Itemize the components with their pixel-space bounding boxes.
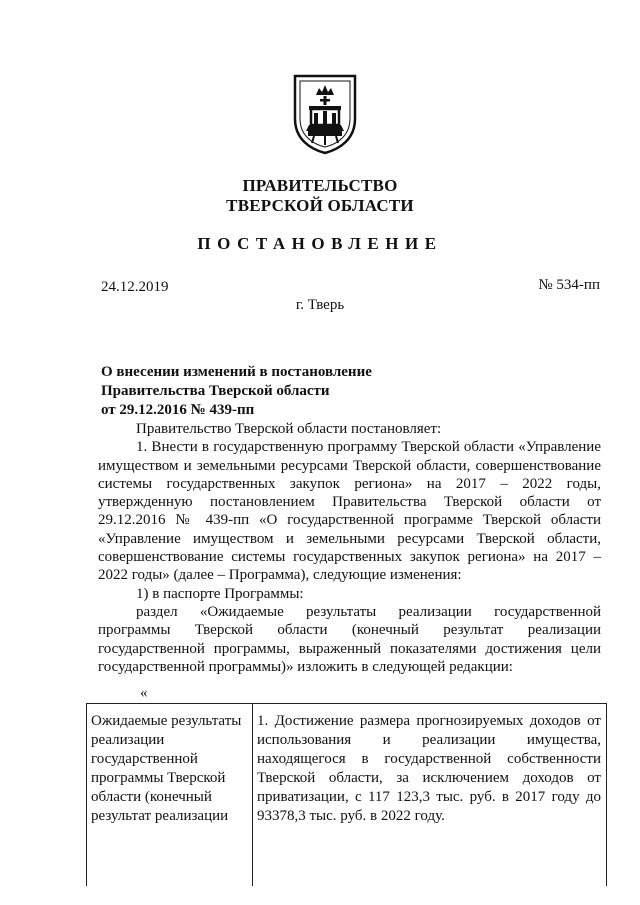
tver-coat-of-arms-icon: [292, 73, 358, 155]
subject-line: О внесении изменений в постановление: [101, 364, 372, 380]
subject-line: от 29.12.2016 № 439-пп: [101, 402, 255, 418]
decree-date: 24.12.2019: [101, 279, 169, 295]
program-table: [86, 703, 607, 886]
decree-number: № 534-пп: [538, 277, 600, 293]
body-paragraph: 1) в паспорте Программы:: [136, 585, 304, 602]
body-paragraph: Правительство Тверской области постановляет:: [136, 421, 442, 437]
region-title: ТВЕРСКОЙ ОБЛАСТИ: [226, 196, 414, 215]
government-title: ПРАВИТЕЛЬСТВО: [242, 176, 398, 195]
subject-line: Правительства Тверской области: [101, 383, 330, 399]
decree-title: ПОСТАНОВЛЕНИЕ: [197, 234, 443, 253]
decree-subject: [101, 363, 372, 420]
decree-body: [98, 420, 601, 676]
opening-quote: «: [140, 685, 148, 701]
body-paragraph: раздел «Ожидаемые результаты реализации государственной программы Тверской области (конечный результат реализации государственной программы, выраженный показателями достижения цели государственной программы)» изложить в следующей редакции:: [98, 603, 601, 675]
body-paragraph: 1. Внести в государственную программу Тверской области «Управление имуществом и земельными ресурсами Тверской области, совершенствование системы государственных закупок региона» на 2017 – 2022 годы, утвержденную постановлением Правительства Тверской области от 29.12.2016 № 439-пп «О государственной программе Тверской области «Управление имуществом и земельными ресурсами Тверской области, совершенствование системы государственных закупок региона» на 2017 – 2022 годы» (далее – Программа), следующие изменения:: [98, 439, 601, 584]
table-row: [87, 704, 607, 887]
decree-city: г. Тверь: [295, 297, 345, 313]
table-cell-label: Ожидаемые результаты реализации государственной программы Тверской области (конечный результат реализации: [87, 704, 253, 887]
table-cell-value: 1. Достижение размера прогнозируемых доходов от использования и реализации имущества, находящегося в государственной собственности Тверской области, за исключением доходов от приватизации, с 117 123,3 тыс. руб. в 2017 году до 93378,3 тыс. руб. в 2022 году.: [253, 704, 607, 887]
